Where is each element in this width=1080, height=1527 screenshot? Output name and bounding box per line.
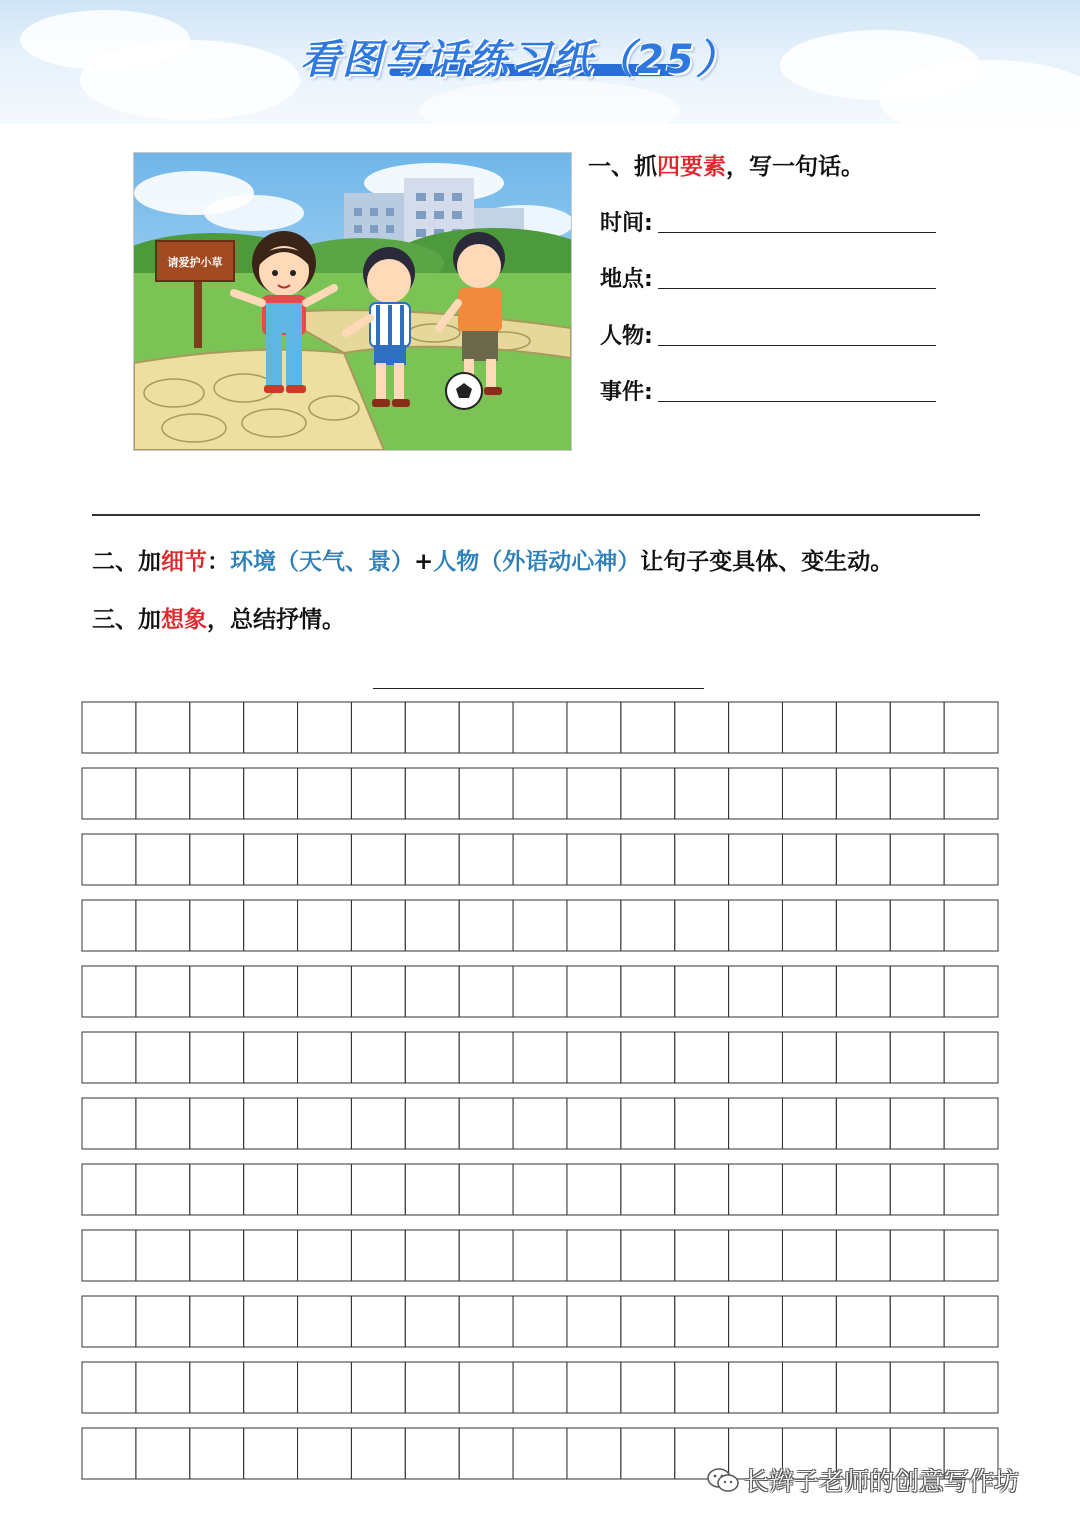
grid-cell[interactable] [836,1164,890,1215]
grid-cell[interactable] [351,1428,405,1479]
sign-text: 请爱护小草 [167,256,223,269]
grid-cell[interactable] [405,1098,459,1149]
grid-cell[interactable] [190,702,244,753]
grid-cell[interactable] [459,1230,513,1281]
grid-cell[interactable] [944,1362,998,1413]
grid-cell[interactable] [351,1362,405,1413]
grid-cell[interactable] [351,966,405,1017]
grid-cell[interactable] [513,1098,567,1149]
grid-cell[interactable] [82,1296,136,1347]
grid-row[interactable] [82,1032,998,1083]
grid-cell[interactable] [459,1032,513,1083]
grid-cell[interactable] [82,1428,136,1479]
grid-cell[interactable] [136,1230,190,1281]
grid-row[interactable] [82,966,998,1017]
grid-cell[interactable] [675,1230,729,1281]
grid-cell[interactable] [729,768,783,819]
grid-cell[interactable] [729,1230,783,1281]
grid-cell[interactable] [244,768,298,819]
grid-cell[interactable] [459,834,513,885]
grid-cell[interactable] [190,1164,244,1215]
grid-cell[interactable] [890,1296,944,1347]
grid-cell[interactable] [298,702,352,753]
section-2-prefix: 二、加 [92,549,161,575]
grid-cell[interactable] [459,1296,513,1347]
grid-cell[interactable] [190,966,244,1017]
grid-cell[interactable] [244,1362,298,1413]
grid-cell[interactable] [836,768,890,819]
grid-cell[interactable] [836,1362,890,1413]
grid-cell[interactable] [351,834,405,885]
grid-cell[interactable] [675,702,729,753]
grid-cell[interactable] [890,768,944,819]
grid-cell[interactable] [351,1098,405,1149]
watermark [706,1462,1019,1498]
grid-cell[interactable] [567,1098,621,1149]
section-2-suffix: 让句子变具体、变生动。 [640,549,894,575]
grid-row[interactable] [82,1230,998,1281]
scene-illustration [134,153,571,450]
grid-cell[interactable] [459,966,513,1017]
grid-cell[interactable] [782,1296,836,1347]
title-wrap [300,30,780,90]
grid-cell[interactable] [459,1428,513,1479]
grid-cell[interactable] [351,900,405,951]
grid-cell[interactable] [621,1098,675,1149]
section-1-highlight: 四要素 [657,154,726,180]
grid-cell[interactable] [729,1296,783,1347]
grid-cell[interactable] [513,1428,567,1479]
grid-cell[interactable] [944,966,998,1017]
grid-cell[interactable] [244,1428,298,1479]
grid-cell[interactable] [675,834,729,885]
grid-cell[interactable] [944,900,998,951]
grid-cell[interactable] [513,966,567,1017]
grid-cell[interactable] [298,1428,352,1479]
section-3-heading [92,601,345,634]
grid-cell[interactable] [944,1230,998,1281]
grid-cell[interactable] [351,768,405,819]
grid-cell[interactable] [82,900,136,951]
grid-cell[interactable] [136,768,190,819]
grid-cell[interactable] [729,1164,783,1215]
section-2-plus: + [414,549,434,575]
grid-cell[interactable] [459,1164,513,1215]
grid-cell[interactable] [513,834,567,885]
grid-cell[interactable] [944,834,998,885]
grid-cell[interactable] [459,1362,513,1413]
answer-line[interactable] [658,401,936,402]
grid-cell[interactable] [459,1098,513,1149]
grid-cell[interactable] [405,768,459,819]
grid-cell[interactable] [621,900,675,951]
grid-cell[interactable] [782,1362,836,1413]
grid-cell[interactable] [729,1098,783,1149]
section-3-suffix: ，总结抒情。 [207,607,345,633]
grid-cell[interactable] [405,1362,459,1413]
grid-cell[interactable] [405,900,459,951]
grid-cell[interactable] [82,1164,136,1215]
grid-cell[interactable] [459,702,513,753]
grid-cell[interactable] [621,768,675,819]
answer-line[interactable] [658,232,936,233]
grid-cell[interactable] [82,1098,136,1149]
page-title: 看图写话练习纸（25） [300,37,738,83]
field-label: 事件: [600,380,653,405]
grid-cell[interactable] [836,1296,890,1347]
grid-cell[interactable] [782,768,836,819]
grid-cell[interactable] [405,702,459,753]
grid-cell[interactable] [82,966,136,1017]
grid-cell[interactable] [782,1164,836,1215]
grid-cell[interactable] [136,1296,190,1347]
grid-cell[interactable] [190,1296,244,1347]
grid-cell[interactable] [190,1032,244,1083]
wechat-icon [706,1466,740,1500]
grid-cell[interactable] [136,1362,190,1413]
grid-cell[interactable] [567,834,621,885]
grid-cell[interactable] [82,834,136,885]
grid-cell[interactable] [782,1230,836,1281]
grid-cell[interactable] [513,1296,567,1347]
grid-cell[interactable] [136,1098,190,1149]
watermark-text: 长辫子老师的创意写作坊 [744,1467,1020,1496]
grid-cell[interactable] [513,702,567,753]
grid-cell[interactable] [621,1296,675,1347]
grid-cell[interactable] [890,1032,944,1083]
grid-cell[interactable] [567,1230,621,1281]
grid-cell[interactable] [190,768,244,819]
grid-cell[interactable] [351,1230,405,1281]
answer-line[interactable] [658,345,936,346]
grid-cell[interactable] [405,1296,459,1347]
header-banner [0,0,1080,124]
grid-cell[interactable] [190,1098,244,1149]
grid-cell[interactable] [567,702,621,753]
grid-cell[interactable] [836,1032,890,1083]
grid-cell[interactable] [944,768,998,819]
essay-title-line[interactable] [373,688,704,689]
grid-cell[interactable] [513,768,567,819]
grid-cell[interactable] [621,1032,675,1083]
grid-cell[interactable] [621,966,675,1017]
section-2-environment: 环境（天气、景） [230,549,414,575]
grid-cell[interactable] [190,1362,244,1413]
grid-cell[interactable] [298,900,352,951]
field-label: 地点: [600,267,653,292]
grid-cell[interactable] [782,1098,836,1149]
grid-cell[interactable] [729,900,783,951]
grid-cell[interactable] [890,834,944,885]
grid-row[interactable] [82,768,998,819]
grid-cell[interactable] [675,768,729,819]
section-1-prefix: 一、抓 [588,154,657,180]
grid-cell[interactable] [729,702,783,753]
grid-cell[interactable] [405,1428,459,1479]
grid-cell[interactable] [944,1296,998,1347]
grid-cell[interactable] [298,1032,352,1083]
grid-cell[interactable] [244,834,298,885]
grid-cell[interactable] [244,702,298,753]
grid-cell[interactable] [890,702,944,753]
section-2-highlight: 细节 [161,549,207,575]
grid-row[interactable] [82,900,998,951]
grid-cell[interactable] [136,966,190,1017]
grid-cell[interactable] [513,900,567,951]
grid-row[interactable] [82,834,998,885]
grid-cell[interactable] [944,1032,998,1083]
grid-cell[interactable] [567,1362,621,1413]
grid-cell[interactable] [513,1032,567,1083]
grid-cell[interactable] [244,1098,298,1149]
grid-cell[interactable] [567,1296,621,1347]
field-label: 人物: [600,324,653,349]
grid-cell[interactable] [405,1032,459,1083]
grid-cell[interactable] [944,1164,998,1215]
soccer-ball [446,373,482,409]
grid-cell[interactable] [298,1098,352,1149]
grid-cell[interactable] [459,900,513,951]
section-1-suffix: ，写一句话。 [726,154,864,180]
grid-cell[interactable] [351,1296,405,1347]
grid-cell[interactable] [675,900,729,951]
grid-cell[interactable] [782,834,836,885]
answer-line[interactable] [658,288,936,289]
grid-cell[interactable] [136,1428,190,1479]
grid-cell[interactable] [836,1098,890,1149]
grid-cell[interactable] [190,1428,244,1479]
grid-cell[interactable] [405,966,459,1017]
grid-cell[interactable] [459,768,513,819]
grid-cell[interactable] [136,834,190,885]
section-3-prefix: 三、加 [92,607,161,633]
grid-cell[interactable] [136,900,190,951]
grid-cell[interactable] [567,1428,621,1479]
divider-line [92,514,980,516]
grid-cell[interactable] [675,1296,729,1347]
grid-cell[interactable] [782,966,836,1017]
grid-row[interactable] [82,1296,998,1347]
grid-cell[interactable] [836,900,890,951]
grid-cell[interactable] [244,900,298,951]
grid-cell[interactable] [836,966,890,1017]
grid-cell[interactable] [890,900,944,951]
grid-cell[interactable] [836,702,890,753]
grid-cell[interactable] [136,702,190,753]
grid-cell[interactable] [621,1230,675,1281]
grid-cell[interactable] [729,1362,783,1413]
section-3-highlight: 想象 [161,607,207,633]
grid-cell[interactable] [567,768,621,819]
grid-cell[interactable] [405,1164,459,1215]
grid-cell[interactable] [190,900,244,951]
section-2-heading [92,543,893,576]
grid-cell[interactable] [82,702,136,753]
grid-cell[interactable] [944,702,998,753]
grid-cell[interactable] [675,1164,729,1215]
grid-cell[interactable] [298,1362,352,1413]
grid-cell[interactable] [782,1032,836,1083]
grid-cell[interactable] [567,966,621,1017]
grid-row[interactable] [82,1098,998,1149]
grid-cell[interactable] [244,1164,298,1215]
grid-cell[interactable] [298,1230,352,1281]
section-1-heading [588,148,864,181]
grid-cell[interactable] [298,1164,352,1215]
grid-cell[interactable] [836,1230,890,1281]
grid-cell[interactable] [890,966,944,1017]
grid-cell[interactable] [82,1032,136,1083]
grid-cell[interactable] [298,1296,352,1347]
grid-row[interactable] [82,1362,998,1413]
grid-cell[interactable] [782,702,836,753]
grid-cell[interactable] [351,1164,405,1215]
grid-cell[interactable] [675,1098,729,1149]
grid-cell[interactable] [298,966,352,1017]
cloud-decoration [80,40,300,120]
grid-cell[interactable] [513,1362,567,1413]
grid-cell[interactable] [621,834,675,885]
grid-cell[interactable] [729,1032,783,1083]
grid-cell[interactable] [729,966,783,1017]
grid-cell[interactable] [244,1296,298,1347]
grid-cell[interactable] [675,1362,729,1413]
grid-cell[interactable] [729,834,783,885]
illustration [133,152,572,451]
grid-cell[interactable] [405,1230,459,1281]
grid-cell[interactable] [244,1032,298,1083]
grid-cell[interactable] [621,1428,675,1479]
grid-cell[interactable] [567,900,621,951]
section-2-colon: ： [207,549,230,575]
grid-row[interactable] [82,1164,998,1215]
grid-cell[interactable] [836,834,890,885]
grid-row[interactable] [82,702,998,753]
grid-cell[interactable] [782,900,836,951]
grid-cell[interactable] [513,1164,567,1215]
grid-cell[interactable] [621,702,675,753]
grid-cell[interactable] [675,966,729,1017]
grid-cell[interactable] [82,1362,136,1413]
grid-cell[interactable] [621,1164,675,1215]
grid-cell[interactable] [405,834,459,885]
grid-cell[interactable] [244,1230,298,1281]
grid-cell[interactable] [890,1164,944,1215]
grid-cell[interactable] [190,1230,244,1281]
section-2-people: 人物（外语动心神） [433,549,641,575]
grid-cell[interactable] [298,834,352,885]
grid-cell[interactable] [82,1230,136,1281]
grid-cell[interactable] [567,1164,621,1215]
grid-cell[interactable] [190,834,244,885]
grid-cell[interactable] [890,1098,944,1149]
grid-cell[interactable] [567,1032,621,1083]
field-label: 时间: [600,211,653,236]
grid-cell[interactable] [82,768,136,819]
grid-cell[interactable] [136,1032,190,1083]
grid-cell[interactable] [890,1230,944,1281]
grid-cell[interactable] [513,1230,567,1281]
grid-cell[interactable] [351,1032,405,1083]
grid-cell[interactable] [244,966,298,1017]
grid-cell[interactable] [944,1098,998,1149]
grid-cell[interactable] [890,1362,944,1413]
grid-cell[interactable] [298,768,352,819]
grid-cell[interactable] [136,1164,190,1215]
grid-cell[interactable] [675,1032,729,1083]
grid-cell[interactable] [351,702,405,753]
grid-cell[interactable] [621,1362,675,1413]
